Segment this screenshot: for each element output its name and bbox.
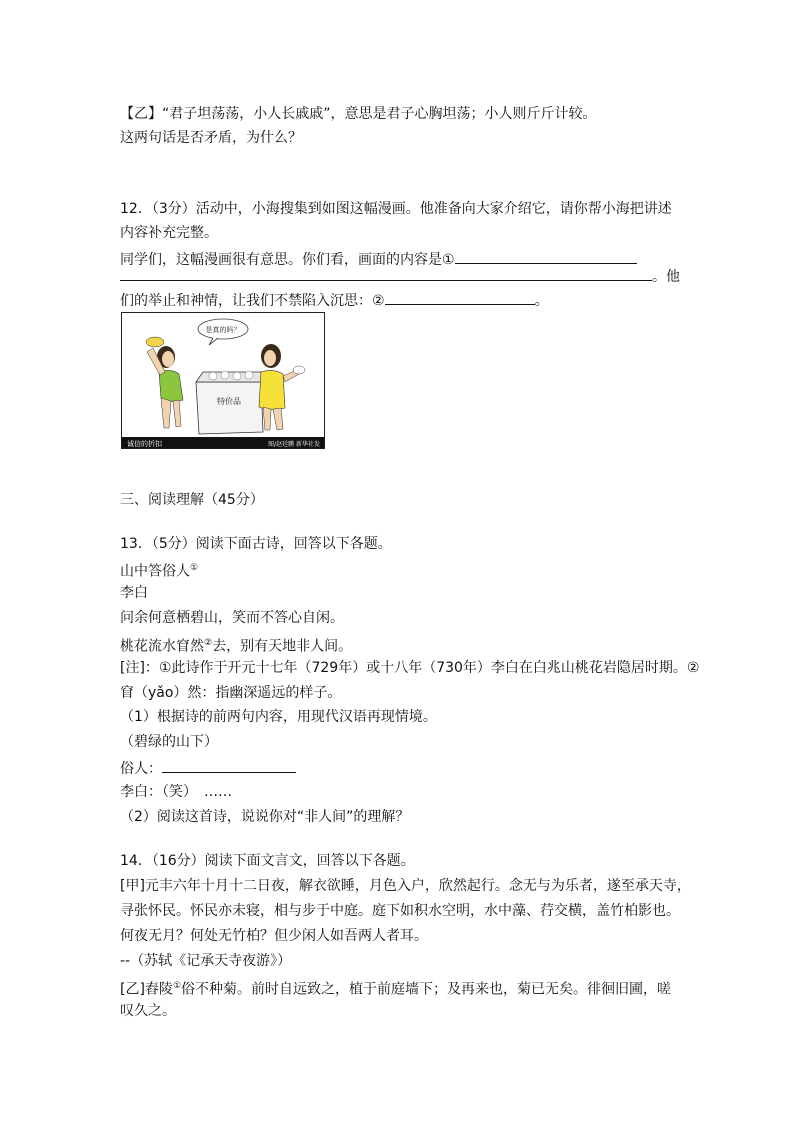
cartoon-caption-title: 诚信的折扣 — [127, 440, 162, 448]
q12-line5 — [120, 289, 549, 311]
q12-line5-end: 。 — [534, 293, 549, 309]
box-label: 特价品 — [217, 397, 241, 406]
q12-line4 — [120, 265, 680, 287]
poem-note-line-1: [注]：①此诗作于开元十七年（729年）或十八年（730年）李白在白兆山桃花岩隐居时期。② — [120, 660, 700, 676]
cartoon-image — [121, 312, 325, 449]
answer-blank-2[interactable] — [385, 289, 535, 305]
footnote-mark-1: ① — [190, 563, 199, 573]
poem-line-2 — [120, 633, 352, 657]
poem-note-line-2: 窅（yǎo）然：指幽深遥远的样子。 — [120, 685, 342, 701]
answer-blank-1[interactable] — [455, 248, 637, 264]
poem-line-2a: 桃花流水窅然 — [120, 638, 204, 655]
q13-sub2: （2）阅读这首诗，说说你对“非人间”的理解？ — [120, 809, 410, 825]
poem-line-2b: 去，别有天地非人间。 — [212, 638, 353, 655]
yi-text-line-1b: 俗不种菊。前时自远致之，植于前庭墙下；及再来也，菊已无矣。徘徊旧圃，嗟 — [181, 981, 672, 998]
poem-title-text: 山中答俗人 — [120, 563, 190, 580]
footnote-mark-2: ② — [204, 638, 213, 648]
poem-line-1: 问余何意栖碧山，笑而不答心自闲。 — [120, 610, 344, 626]
answer-blank-3[interactable] — [162, 757, 296, 773]
part-yi-line1: 【乙】“君子坦荡荡，小人长戚戚”，意思是君子心胸坦荡；小人则斤斤计较。 — [120, 106, 597, 122]
yi-text-line-1a: [乙]舂陵 — [120, 981, 173, 998]
q13-heading: 13．（5分）阅读下面古诗，回答以下各题。 — [120, 536, 392, 552]
suren-label: 俗人： — [120, 761, 162, 777]
answer-blank-1-cont[interactable] — [120, 265, 652, 281]
q12-heading-cont: 内容补充完整。 — [120, 225, 218, 241]
jia-text-line-3: 何夜无月？何处无竹柏？但少闲人如吾两人者耳。 — [120, 928, 428, 944]
q12-line5-text: 们的举止和神情，让我们不禁陷入沉思：② — [120, 293, 385, 309]
poem-title — [120, 558, 198, 582]
q13-libai-line: 李白：（笑） …… — [120, 784, 232, 800]
jia-text-line-1: [甲]元丰六年十月十二日夜，解衣欲睡，月色入户，欣然起行。念无与为乐者，遂至承天寺， — [120, 878, 691, 894]
yi-text-line-1 — [120, 976, 671, 1000]
q13-scene: （碧绿的山下） — [120, 734, 218, 750]
part-yi-line2: 这两句话是否矛盾，为什么？ — [120, 130, 302, 146]
jia-text-line-2: 寻张怀民。怀民亦未寝，相与步于中庭。庭下如积水空明，水中藻、荇交横，盖竹柏影也。 — [120, 903, 680, 919]
cartoon-caption-credit: 图/赵廷鹏 新华社发 — [268, 441, 320, 448]
q12-line3-text: 同学们，这幅漫画很有意思。你们看，画面的内容是① — [120, 252, 455, 268]
poem-author: 李白 — [120, 585, 148, 601]
q13-suren-line — [120, 757, 296, 779]
yi-text-line-2: 叹久之。 — [120, 1003, 176, 1019]
cartoon-bubble-text: 是真的吗？ — [205, 326, 241, 334]
q12-heading: 12．（3分）活动中，小海搜集到如图这幅漫画。他准备向大家介绍它，请你帮小海把讲述 — [120, 201, 672, 217]
q12-line4-tail: 。他 — [652, 269, 680, 285]
footnote-mark-3: ① — [172, 981, 182, 991]
q13-sub1: （1）根据诗的前两句内容，用现代汉语再现情境。 — [120, 709, 437, 725]
q14-heading: 14．（16分）阅读下面文言文，回答以下各题。 — [120, 853, 415, 869]
bargain-box — [196, 371, 267, 434]
jia-source: --（苏轼《记承天寺夜游》） — [120, 953, 292, 969]
section-3-title: 三、阅读理解（45分） — [120, 492, 264, 508]
